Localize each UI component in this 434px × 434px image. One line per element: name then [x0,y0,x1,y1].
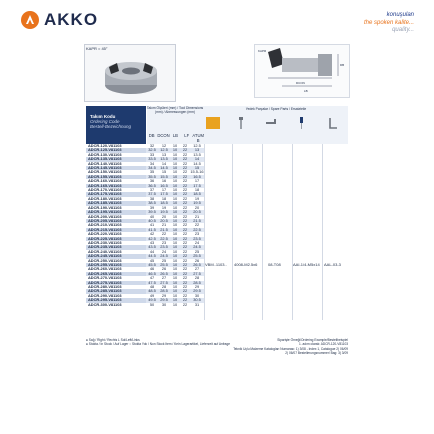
dimension-cell: 22 [182,276,188,281]
dimension-cell: 22 [180,157,190,161]
dimension-cell: 14 [190,157,204,161]
acc-screw-value: 4008-M2.5x6 [234,262,258,267]
kapr-label: KAPR = 45° [86,46,108,51]
ordering-code-cell: ADCR-235-V81103 [86,245,146,249]
dimension-cell: 22 [182,285,188,289]
dimension-cell: 32.5 [146,148,158,152]
ordering-code-cell: ADCR-270-V81103 [88,276,122,281]
akko-logo-icon [20,10,40,30]
ordering-code-cell: ADCR-210-V81103 [88,223,122,228]
dimension-cell: 46.5 [146,272,158,276]
col-dcon: DCON [157,133,170,138]
dimension-cell: 29 [194,285,200,289]
dimension-cell: 22 [180,237,190,241]
dimension-cell: 22 [182,161,188,166]
dimension-cell: 49.5 [146,298,158,302]
dimension-cell: 14.5 [193,161,201,166]
ordering-code-cell: ADCR-215-V81103 [86,228,146,232]
ordering-code-cell: ADCR-265-V81103 [86,272,146,276]
dimension-cell: 10 [170,298,180,302]
acc-col-divider-1 [204,144,205,320]
dimension-cell: 12.5 [158,148,170,152]
dimension-columns [146,133,204,143]
brand-logo [20,10,98,30]
tagline-line-2: the spoken kalite... [363,19,414,26]
dimension-cell: 10 [172,144,178,148]
dimension-cell: 23.5 [158,245,170,249]
ordering-code-cell: ADCR-295-V81103 [86,298,146,302]
dimension-cell: 10 [170,281,180,285]
dimension-cell: 10 [172,258,178,263]
dimension-cell: 29.5 [190,289,204,293]
tagline-line-3: quality... [392,27,414,33]
dimension-cell: 22 [182,258,188,263]
dimension-cell: 22 [180,281,190,285]
dimension-cell: 10 [172,205,178,210]
dimension-cell: 30.5 [190,298,204,302]
dimension-cell: 27.5 [158,281,170,285]
dimension-cell: 22 [182,205,188,210]
dimension-cell: 31 [194,302,200,307]
ordering-code-cell: ADCR-175-V81103 [86,192,146,196]
drawing-dcon-label: DCON [296,81,305,85]
dimension-cell: 32 [149,144,155,148]
dimension-cell: 35.5 [146,175,158,179]
dimension-cell: 12.5 [193,144,201,148]
dimension-cell: 27 [161,276,167,281]
dimension-cell: 22 [182,214,188,219]
dimension-cell: 10 [170,219,180,223]
dimension-cell: 28 [161,285,167,289]
dimension-cell: 41 [149,223,155,228]
dimension-cell: 48 [149,285,155,289]
dimension-cell: 10 [170,263,180,267]
dimension-cell: 18.5 [190,192,204,196]
dimension-cell: 44 [149,249,155,254]
dimension-cell: 39 [149,205,155,210]
dimension-cell: 10 [172,285,178,289]
ordering-code-cell: ADCR-245-V81103 [86,254,146,258]
legend-line-1: ● Sağ / Right / Rechts L Sol/Left/Links [86,338,140,342]
acc-driver-value: AAI-1/4-M5x14 [293,262,320,267]
dimension-cell: 21.5 [158,228,170,232]
dimension-cell: 15.5 [158,175,170,179]
ordering-code-cell: ADCR-150-V81103 [88,170,122,175]
dimension-cell: 34 [149,161,155,166]
dimension-cell: 47.5 [146,281,158,285]
dimension-cell: 22 [180,192,190,196]
dimension-cell: 17 [194,179,200,184]
dimension-cell: 42.5 [146,237,158,241]
dimension-cell: 10 [170,157,180,161]
acc-col-divider-2 [232,144,233,320]
spec-table [86,144,204,307]
dimension-cell: 22.5 [158,237,170,241]
col-db: DB [148,133,155,138]
acc-key-value: 08-T08 [268,262,281,267]
dimension-cell: 16.5 [158,184,170,188]
col-lb: LB [172,133,178,138]
dimension-cell: 10 [172,240,178,245]
ordering-code-cell: ADCR-195-V81103 [86,210,146,214]
dimension-cell: 14.5 [158,166,170,170]
dimension-cell: 17 [161,188,167,193]
dimension-cell: 18.5 [158,201,170,205]
dimension-cell: 28.5 [158,289,170,293]
dimension-cell: 50 [149,302,155,307]
ordering-code-cell: ADCR-155-V81103 [86,175,146,179]
dimension-cell: 24 [161,249,167,254]
dimension-cell: 40.5 [146,219,158,223]
dimension-cell: 43.5 [146,245,158,249]
dimension-cell: 40 [149,214,155,219]
acc-col-divider-3 [262,144,263,320]
dimension-cell: 10 [170,201,180,205]
ordering-code-cell: ADCR-185-V81103 [86,201,146,205]
dimension-cell: 25.5 [190,254,204,258]
dimension-cell: 22 [180,298,190,302]
dimension-cell: 22.5 [190,228,204,232]
drawing-kapr-label: KAPR [258,49,267,53]
dimension-cell: 22 [161,232,167,237]
dimension-cell: 19 [161,205,167,210]
ordering-code-cell: ADCR-255-V81103 [86,263,146,267]
order-line-4: 2) 06/07 Bestellerungsnummer/ Bag: 3) 3/09 [285,351,348,356]
dimension-cell: 10 [170,148,180,152]
dimension-cell: 49 [149,293,155,298]
dimension-cell: 10 [172,276,178,281]
ordering-code-cell: ADCR-280-V81103 [88,285,122,289]
dimension-cell: 10 [172,223,178,228]
dimension-cell: 38 [149,196,155,201]
dimension-cell: 20 [194,205,200,210]
dimension-cell: 28 [194,276,200,281]
torx-screwdriver-icon [294,116,308,130]
dimension-cell: 22 [182,302,188,307]
dimension-cell: 22 [182,223,188,228]
dimension-cell: 20.5 [158,219,170,223]
dimension-cell: 29 [161,293,167,298]
ordering-code-cell: ADCR-230-V81103 [88,240,122,245]
dimension-cell: 48.5 [146,289,158,293]
dimension-cell: 17.5 [158,192,170,196]
acc-col-divider-4 [292,144,293,320]
dimension-cell: 22 [180,289,190,293]
dimension-cell: 14 [161,161,167,166]
dimension-cell: 13 [190,148,204,152]
dimension-cell: 24 [194,240,200,245]
dimension-cell: 29.5 [158,298,170,302]
dimension-cell: 36.5 [146,184,158,188]
dimension-cell: 24.5 [190,245,204,249]
allen-key-icon [326,116,340,130]
dimension-cell: 18 [194,188,200,193]
dimension-cell: 10 [170,210,180,214]
dimension-cell: 26 [161,267,167,272]
dimension-cell: 21 [161,223,167,228]
ordering-code-cell: ADCR-285-V81103 [86,289,146,293]
dimension-cell: 10 [170,237,180,241]
dimension-cell: 24.5 [158,254,170,258]
ordering-code-cell: ADCR-140-V81103 [88,161,122,166]
dimension-cell: 20 [161,214,167,219]
dimension-cell: 33 [149,152,155,157]
ordering-code-cell: ADCR-220-V81103 [88,232,122,237]
dimension-cell: 23.5 [190,237,204,241]
acc-insert-value: VBM..1103.. [205,262,227,267]
dimension-cell: 23 [194,232,200,237]
ordering-code-cell: ADCR-275-V81103 [86,281,146,285]
header-en: Ordering Code [90,119,120,124]
dimension-cell: 22 [182,188,188,193]
acc-col-divider-5 [322,144,323,320]
ordering-code-cell: ADCR-200-V81103 [88,214,122,219]
ordering-code-cell: ADCR-240-V81103 [88,249,122,254]
ordering-code-cell: ADCR-225-V81103 [86,237,146,241]
dimension-cell: 10 [172,196,178,201]
dimension-cell: 23 [161,240,167,245]
dimension-cell: 37 [149,188,155,193]
dimension-cell: 26.5 [158,272,170,276]
dimension-cell: 25 [161,258,167,263]
dimension-cell: 19.5 [190,201,204,205]
dimension-cell: 10 [172,293,178,298]
dimension-cell: 28.5 [190,281,204,285]
dimension-cell: 10 [170,175,180,179]
dimension-cell: 22 [180,148,190,152]
dimension-cell: 22 [182,240,188,245]
dimension-cell: 21 [194,214,200,219]
screw-icon [234,116,248,130]
dimension-cell: 22 [182,249,188,254]
dimension-cell: 22 [180,228,190,232]
ordering-code-cell: ADCR-205-V81103 [86,219,146,223]
ordering-code-cell: ADCR-145-V81103 [86,166,146,170]
ordering-code-cell: ADCR-125-V81103 [86,148,146,152]
dimension-cell: 22 [182,293,188,298]
dimension-cell: 10 [172,170,178,175]
dimension-cell: 22 [182,170,188,175]
dimension-cell: 10 [172,232,178,237]
col-atum: ATUM B [192,133,204,143]
dimension-cell: 13.5 [158,157,170,161]
dimension-cell: 22 [180,272,190,276]
dimension-cell: 22 [180,166,190,170]
legend-line-2: ● Stokta / In Stock / Auf Lager ○ Stokta Yok / Non Stock Item / Kein Lagerartikel, Lieferzeit auf Anfrage [86,342,230,347]
dimension-cell: 35 [149,170,155,175]
dimension-cell: 10 [172,152,178,157]
ordering-code-cell: ADCR-300-V81103 [88,302,122,307]
dimension-cell: 27.5 [190,272,204,276]
dimension-cell: 22 [180,219,190,223]
dimension-cell: 13.5 [193,152,201,157]
dimension-cell: 43 [149,240,155,245]
header-tr: Takım Kodu [90,114,116,119]
dimension-cell: 37.5 [146,192,158,196]
dimension-cell: 22 [182,267,188,272]
ordering-code-cell: ADCR-290-V81103 [88,293,122,298]
dimension-cell: 10 [170,289,180,293]
dimension-cell: 22 [180,254,190,258]
ordering-code-cell: ADCR-180-V81103 [88,196,122,201]
dimension-cell: 15 [161,170,167,175]
accessories-header: Yedek Parçalar / Spare Parts / Ersatzteile [245,107,307,111]
dimension-cell: 10 [170,245,180,249]
dimension-cell: 36 [149,179,155,184]
ordering-code-cell: ADCR-160-V81103 [88,179,122,184]
dimension-cell: 22 [180,201,190,205]
dimension-cell: 42 [149,232,155,237]
dimension-cell: 16 [161,179,167,184]
dimension-cell: 10 [172,249,178,254]
brand-tagline [364,12,414,35]
drawing-db-label: DB [340,63,345,67]
dimension-cell: 22 [182,232,188,237]
dimension-cell: 44.5 [146,254,158,258]
dimension-cell: 25.5 [158,263,170,267]
dimension-cell: 17.5 [190,184,204,188]
table-row [86,303,204,307]
ordering-code-cell: ADCR-260-V81103 [88,267,122,272]
ordering-code-cell: ADCR-120-V81103 [88,144,122,148]
dimension-cell: 19 [194,196,200,201]
dimension-cell: 10 [170,166,180,170]
dimension-cell: 10 [170,272,180,276]
ordering-code-cell: ADCR-190-V81103 [88,205,122,210]
technical-drawing [254,44,350,98]
dimension-cell: 25 [194,249,200,254]
chamfer-cutter-illustration [85,45,175,101]
dimension-cell: 27 [194,267,200,272]
brand-name: AKKO [44,10,99,29]
header-de: Bestell-Bezeichnung [90,124,132,129]
ordering-code-cell: ADCR-170-V81103 [88,188,122,193]
dimension-cell: 10 [170,254,180,258]
dimension-cell: 15.5-16 [190,170,204,175]
dimension-cell: 19.5 [158,210,170,214]
dimension-cell: 30 [194,293,200,298]
order-line-2: 1. adım olarak: ADCR-120-V81103 [298,342,348,347]
dimension-cell: 22 [180,245,190,249]
dimension-cell: 39.5 [146,210,158,214]
dimension-cell: 10 [172,267,178,272]
dimension-cell: 22 [180,210,190,214]
dimension-cell: 38.5 [146,201,158,205]
dimension-cell: 10 [172,302,178,307]
dimension-cell: 10 [170,184,180,188]
acc-allen-value: AAL-03-3 [324,262,341,267]
dimension-cell: 34.5 [146,166,158,170]
dimension-cell: 16.5 [190,175,204,179]
dimension-cell: 22 [194,223,200,228]
dimension-cell: 18 [161,196,167,201]
dimension-cell: 26.5 [190,263,204,267]
dimension-cell: 12 [161,144,167,148]
dimension-cell: 26 [194,258,200,263]
dimension-cell: 22 [182,152,188,157]
ordering-code-cell: ADCR-165-V81103 [86,184,146,188]
dimension-cell: 13 [161,152,167,157]
insert-icon [206,117,220,129]
dimension-cell: 47 [149,276,155,281]
dimension-cell: 10 [170,192,180,196]
dimension-cell: 22 [180,184,190,188]
dimension-cell: 45.5 [146,263,158,267]
dimension-cell: 10 [172,161,178,166]
order-line-1: Siparişte Örneği/Ordering Example/Bestellbeispiel [277,338,348,342]
dimension-cell: 22 [180,175,190,179]
dimension-cell: 46 [149,267,155,272]
dimension-cell: 22 [182,144,188,148]
dimension-cell: 10 [170,228,180,232]
dimension-cell: 20.5 [190,210,204,214]
spec-table-wrap [86,144,204,307]
footer-ordering-example [233,338,348,356]
dimension-cell: 30 [161,302,167,307]
dimension-cell: 21.5 [190,219,204,223]
col-lf: LF [184,133,190,138]
dimension-cell: 33.5 [146,157,158,161]
dimension-cell: 41.5 [146,228,158,232]
dimension-cell: 10 [172,214,178,219]
dimensions-header: Takım Ölçüleri (mm) / Tool Dimensions (mm) / Abmessungen (mm) [146,106,204,114]
product-photo [84,44,176,102]
ordering-code-cell: ADCR-135-V81103 [86,157,146,161]
key-icon [264,116,278,130]
dimension-cell: 22 [182,179,188,184]
footer-legend [86,338,230,347]
order-line-3: Teknik Uçlu Malzeme Katalogları Numarası: 1) 3/08 - Index 1, Catalogue 2) 06/09 [233,346,348,351]
ordering-code-cell: ADCR-130-V81103 [88,152,122,157]
dimension-cell: 10 [172,188,178,193]
drawing-lb-label: LB [304,89,308,93]
dimension-cell: 22 [182,196,188,201]
dimension-cell: 45 [149,258,155,263]
dimension-cell: 15 [190,166,204,170]
dimension-cell: 22 [180,263,190,267]
ordering-code-header [86,106,146,144]
dimension-cell: 10 [172,179,178,184]
ordering-code-cell: ADCR-250-V81103 [88,258,122,263]
tagline-line-1: konuşulan [386,12,414,18]
